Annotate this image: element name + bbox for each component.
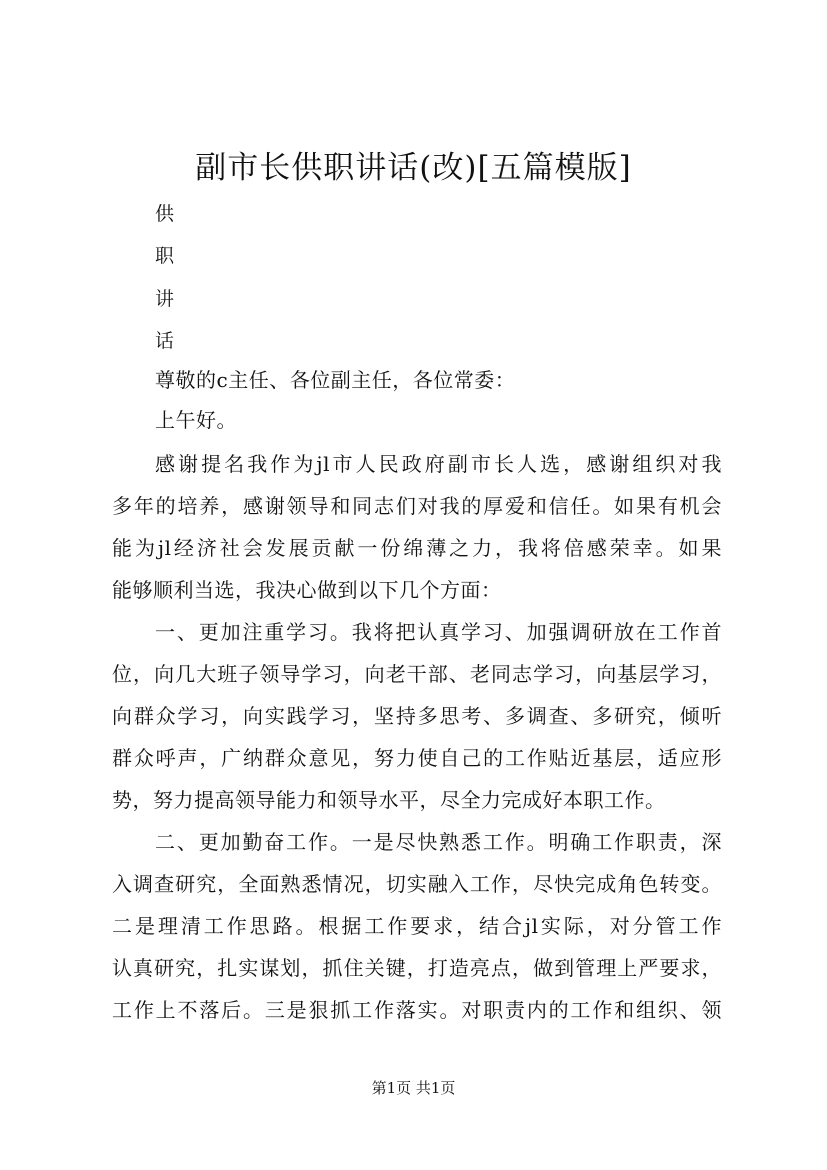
paragraph-line: 多年的培养，感谢领导和同志们对我的厚爱和信任。如果有机会 (112, 494, 722, 518)
vertical-word: 供 (155, 203, 175, 225)
paragraph-line: 感谢提名我作为jl市人民政府副市长人选，感谢组织对我 (155, 452, 722, 476)
paragraph-line: 能为jl经济社会发展贡献一份绵薄之力，我将倍感荣幸。如果 (112, 536, 722, 560)
paragraph-line: 二、更加勤奋工作。一是尽快熟悉工作。明确工作职责，深 (155, 830, 722, 854)
page-number: 第1页 共1页 (371, 1079, 456, 1097)
paragraph-line: 认真研究，扎实谋划，抓住关键，打造亮点，做到管理上严要求， (112, 956, 722, 980)
paragraph-line: 势，努力提高领导能力和领导水平，尽全力完成好本职工作。 (112, 788, 666, 812)
vertical-word: 职 (155, 245, 175, 267)
paragraph-line: 向群众学习，向实践学习，坚持多思考、多调查、多研究，倾听 (112, 704, 722, 728)
greeting: 上午好。 (155, 408, 237, 432)
vertical-word: 话 (155, 330, 175, 352)
paragraph-line: 二是理清工作思路。根据工作要求，结合jl实际，对分管工作 (112, 914, 722, 938)
paragraph-line: 能够顺利当选，我决心做到以下几个方面： (112, 578, 502, 602)
vertical-word: 讲 (155, 288, 175, 310)
paragraph-line: 入调查研究，全面熟悉情况，切实融入工作，尽快完成角色转变。 (112, 872, 722, 896)
paragraph-line: 一、更加注重学习。我将把认真学习、加强调研放在工作首 (155, 620, 722, 644)
document-title: 副市长供职讲话(改)[五篇模版] (195, 150, 632, 186)
salutation: 尊敬的c主任、各位副主任，各位常委： (155, 368, 516, 392)
paragraph-line: 工作上不落后。三是狠抓工作落实。对职责内的工作和组织、领 (112, 998, 722, 1022)
paragraph-line: 位，向几大班子领导学习，向老干部、老同志学习，向基层学习， (112, 662, 722, 686)
paragraph-line: 群众呼声，广纳群众意见，努力使自己的工作贴近基层，适应形 (112, 746, 722, 770)
